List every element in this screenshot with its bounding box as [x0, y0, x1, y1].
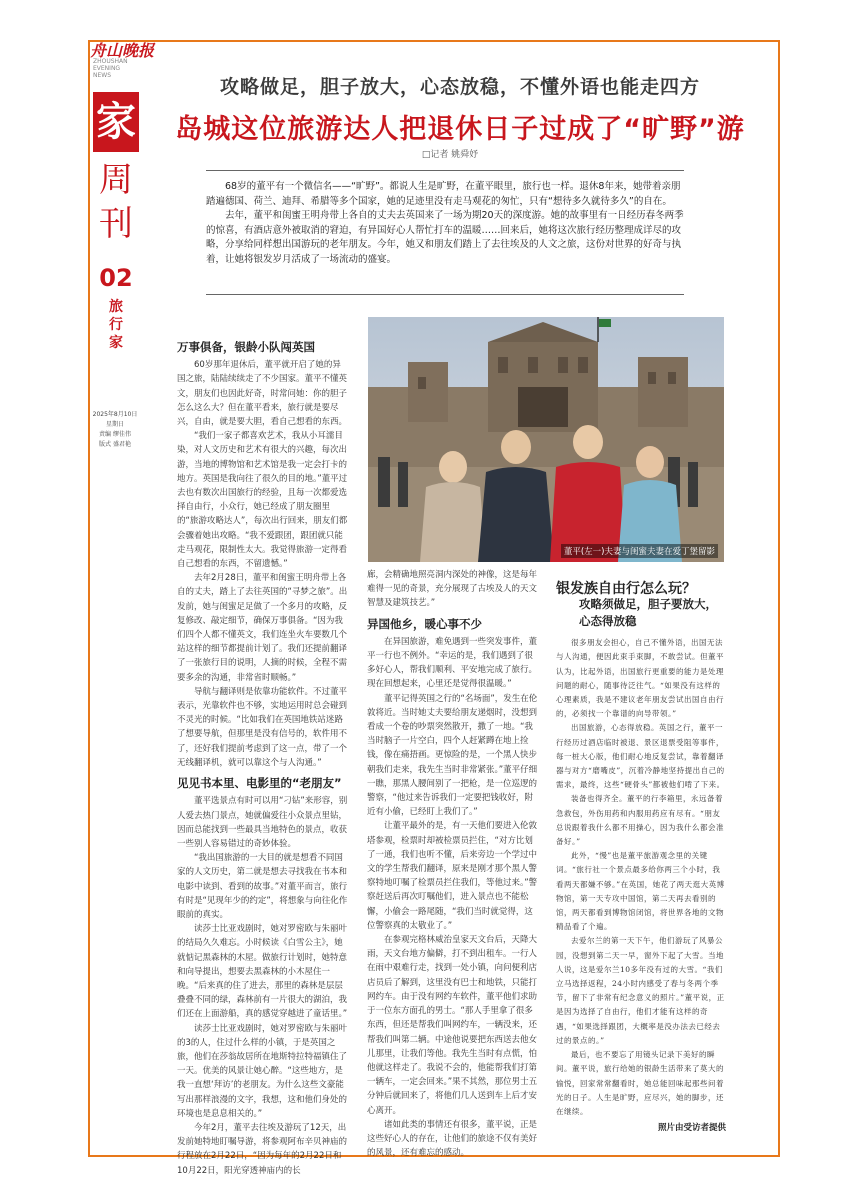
paragraph: 读莎士比亚戏剧时，她对罗密欧与朱丽叶的结局久久难忘。小时候读《白雪公主》，她就惦记黑森林的木屋。做旅行计划时，她特意和向导提出，想要去黑森林的小木屋住一晚。“后来真的住了进去，那里的森林是层层叠叠不同的绿，森林前有一片很大的湖泊，我们还在上面游船，真的感觉穿越进了童话里。” — [177, 924, 348, 1020]
paragraph: 廊，会精确地照亮洞内深处的神像，这是每年难得一见的奇景，充分展现了古埃及人的天文智慧及建筑技艺。” — [367, 570, 538, 609]
lead-paragraph: 68岁的董平有一个微信名——“旷野”。都说人生是旷野，在董平眼里，旅行也一样。退休8年来，她带着亲朋踏遍德国、荷兰、迪拜、希腊等多个国家，她的足迹里没有走马观花的匆忙，只有“想待多久就待多久”的自在。 — [206, 181, 681, 207]
issue-date: 2025年8月10日 — [92, 411, 138, 418]
paragraph: 导航与翻译则是依靠功能软件。不过董平表示，光靠软件也不够，实地运用时总会碰到不灵光的时候。“比如我们在英国地铁站迷路了想要导航，但那里是没有信号的，软件用不了，还好我们提前考虑到了这一点，带了一个无线翻译机，就可以靠这个与人沟通。” — [177, 686, 348, 768]
layout-credit: 版式 盛君艳 — [99, 441, 131, 448]
section-title-jia: 家 — [93, 92, 139, 152]
paragraph: 读莎士比亚戏剧时，她对罗密欧与朱丽叶的3的人，住过什么样的小镇，于是英国之旅，他们在莎翁故居所在地斯特拉特福镇住了一天。优美的风景让她心醉。“这些地方，是我一直想‘拜访’的老朋友。为什么这些文豪能写出那样浪漫的文字，我想，这和他们身处的环境也是息息相关的。” — [177, 1023, 348, 1119]
lead-paragraphs — [206, 180, 686, 267]
paragraph: 装备也得齐全。董平的行李箱里，永远备着急救包，外伤用药和内服用药应有尽有。“朋友总说跟着我什么都不用操心，因为我什么都会准备好。” — [556, 794, 724, 847]
paragraph: 60岁那年退休后，董平就开启了她的异国之旅，陆陆续续走了不少国家。董平不懂英文，朋友们也因此好奇，时常问她：你的胆子怎么这么大？但在董平看来，旅行就是要尽兴，自由，就是要大胆，看自己想看的东西。 — [177, 360, 348, 428]
issue-weekday: 星期日 — [105, 421, 124, 428]
paragraph: 出国旅游，心态得放稳。英国之行，董平一行经历过酒店临时被退、景区退票受阻等事件，每一桩大心版，他们耐心地反复尝试，靠着翻译器与对方“磨嘴皮”，沉着冷静地坚持提出自己的需求，最终，这些“硬骨头”都被他们啃了下来。 — [556, 723, 725, 790]
newspaper-logo-subtitle: ZHOUSHAN EVENING NEWS — [93, 58, 128, 79]
section-title-kan: 刊 — [99, 204, 133, 244]
section-heading: 见见书本里、电影里的“老朋友” — [177, 776, 342, 791]
paragraph: 去爱尔兰的第一天下午，他们游玩了风暴公园，没想到第二天一早，窗外下起了大雪。当地人说，这是爱尔兰10多年没有过的大雪。“我们立马选择返程，24小时内感受了春与冬两个季节，留下了非常有纪念意义的照片。”董平说，正是因为选择了自由行，他们才能有这样的奇遇，“如果选择跟团，大概率是没办法去已经去过的景点的。” — [556, 936, 725, 1045]
newspaper-logo: 舟山晚报 — [90, 41, 155, 60]
section-heading: 万事俱备，银龄小队闯英国 — [177, 340, 315, 354]
sidebar-subtitle: 攻略须做足，胆子要放大，心态得放稳 — [579, 597, 717, 629]
sidebar-title: 银发族自由行怎么玩？ — [556, 581, 696, 597]
divider — [206, 170, 684, 171]
editor-credit: 责编 缪佳伟 — [99, 431, 131, 438]
paragraph: “我出国旅游的一大目的就是想看不同国家的人文历史，第二就是想去寻找我在书本和电影中读到、看到的故事。”对董平而言，旅行有时是“见现年少的约定”，将想象与向往化作眼前的真实。 — [177, 853, 348, 920]
paragraph: 很多朋友会担心，自己不懂外语，出国无法与人沟通，便因此束手束脚，不敢尝试。但董平认为，比起外语，出国旅行更重要的能力是处理问题的耐心，随事待泛往气。“如果没有这样的心理素质，我是不建议老年朋友尝试出国自由行的，必须找一个靠谱的向导带领。” — [556, 638, 724, 719]
section-heading: 异国他乡，暖心事不少 — [367, 616, 482, 631]
sidebar-body — [556, 636, 726, 1119]
paragraph: 此外，“慢”也是董平旅游观念里的关键词。“旅行社一个景点最多给你两三个小时，我看两天都嫌不够。”在英国，她花了两天逛大英博物馆，第一天专攻中国馆，第二天再去看别的馆，两天都看到博物馆闭馆，将世界各地的文物精品看了个遍。 — [556, 851, 725, 932]
lead-paragraph: 去年，董平和闺蜜王明舟带上各自的丈夫去英国来了一场为期20天的深度游。她的故事里有一日经历春冬两季的惊喜，有酒店意外被取消的窘迫，有异国好心人帮忙打车的温暖……回来后，她将这次旅行经历整理成详尽的攻略，分享给同样想出国游玩的老年朋友。今年，她又和朋友们踏上了去往埃及的人文之旅，这份对世界的好奇与执着，让她将银发岁月活成了一场流动的盛宴。 — [206, 210, 684, 265]
edinburgh-castle-photo — [368, 317, 724, 562]
section-name: 旅行家 — [109, 299, 123, 351]
paragraph: 董平记得英国之行的“名场面”，发生在伦敦将近。当时她丈夫要给朋友递烟时，没想到看成一个卷的吵票突然散开，撒了一地。“我当时脑子一片空白，四个人赶紧蹲在地上捡钱，像在痛捂画。更惊险的是，一个黑人快步朝我们走来，我先生当时非常紧张。”董平仔细一瞧，那黑人腰间别了一把枪，是一位巡逻的警察，“他过来告诉我们一定要把钱收好，附近有小偷，已经盯上我们了。” — [367, 693, 538, 818]
paragraph: 今年2月，董平去往埃及游玩了12天，出发前她特地盯嘱导游，将参观阿布辛贝神庙的行程放在2月22日，“因为每年的2月22日和10月22日，阳光穿透神庙内的长 — [177, 1122, 348, 1176]
paragraph: 去年2月28日，董平和闺蜜王明舟带上各自的丈夫，踏上了去往英国的“寻梦之旅”。出发前，她与闺蜜足足做了一个多月的攻略，反复修改、敲定细节，确保万事俱备。“因为我们四个人都不懂英文，我们连坐火车要数几个站这样的细节都提前计划了。我们还提前翻译了一张旅行目的说明，人摘的时候，全程不需要多余的沟通，非常省时顺畅。” — [177, 573, 348, 683]
issue-info — [92, 410, 138, 450]
paragraph: 诸如此类的事情还有很多，董平说，正是这些好心人的存在，让他们的旅途不仅有美好的风景，还有难忘的感动。 — [367, 1119, 538, 1159]
section-title-zhou: 周 — [99, 160, 133, 200]
paragraph: 最后，也不要忘了用镜头记录下美好的瞬间。董平说，旅行给她的银龄生活带来了莫大的愉悦，回家常常翻看时，她总能回味起那些问着光的日子。人生是旷野，应尽兴，她的脚步，还在继续。 — [556, 1050, 724, 1116]
paragraph: 董平选景点有时可以用“刁钻”来形容，别人爱去热门景点，她就偏爱往小众景点里钻，因而总能找到一些最具当地特色的景点，收获一些别人容易错过的奇妙体验。 — [177, 796, 348, 849]
sub-headline: 攻略做足，胆子放大，心态放稳，不懂外语也能走四方 — [219, 76, 700, 98]
tips-sidebar — [556, 582, 726, 1135]
paragraph: 在异国旅游，难免遇到一些突发事件，董平一行也不例外。“幸运的是，我们遇到了很多好心人，帮我们顺利、平安地完成了旅行。现在回想起来，心里还是觉得很温暖。” — [367, 636, 538, 690]
paragraph: 让董平最外的是，有一天他们要进入伦敦塔参观，检票时却被检票员拦住，“对方比划了一通，我们也听不懂，后来旁边一个学过中文的学生帮我们翻译，原来是刚才那个黑人警察特地叮嘱了检票员拦住我们，等他过来。”警察赶送后再次叮嘱他们，进入景点也不能松懈，小偷会一路尾随，“我们当时就觉得，这位警察真的太敬业了。” — [367, 821, 538, 931]
photo-caption: 董平(左一)夫妻与闺蜜夫妻在爱丁堡留影 — [561, 544, 718, 558]
paragraph: “我们一家子都喜欢艺术，我从小耳濡目染，对人文历史和艺术有很大的兴趣，每次出游，当地的博物馆和艺术馆是我一定会打卡的地方。英国是我向往了很久的目的地。”董平过去也有数次出国旅行的经验，且每一次都爱选择自由行，小众行，她已经成了朋友圈里的“旅游攻略达人”，每次出行回来，朋友们都会骤着她出攻略。“我不爱跟团，跟团就只能走马观花，限制性太大。我觉得旅游一定得看自己想看的东西，不留遗憾。” — [177, 431, 348, 570]
photo-credit: 照片由受访者提供 — [657, 1123, 726, 1134]
page-headline: 岛城这位旅游达人把退休日子过成了“旷野”游 — [175, 114, 745, 145]
article-column-2 — [367, 568, 540, 1160]
article-column-1 — [177, 340, 349, 1178]
page-number: 02 — [99, 264, 133, 292]
photo-illustration — [368, 317, 724, 562]
paragraph: 在参观完格林威治皇家天文台后，天降大雨，天文台地方偏僻，打不到出租车。一行人在雨中艰难行走，找到一处小镇，向问便利店店员后了解到，这里没有巴士和地铁，只能打网约车。由于没有网约车软件，董平他们求助于一位东方面孔的男士。“那人手里拿了很多东西，但还是帮我们叫网约车，一辆没来，还帮我们叫第二辆。中途他说要把东西送去他女儿那里，让我们等他。我先生当时有点慌，怕他就这样走了。我说不会的，他能帮我们打第一辆车，一定会回来。”果不其然，那位男士五分钟后就回来了，将他们几人送到车上后才安心离开。 — [367, 935, 538, 1116]
divider — [206, 294, 684, 295]
byline: □记者 姚舜妤 — [421, 150, 479, 160]
